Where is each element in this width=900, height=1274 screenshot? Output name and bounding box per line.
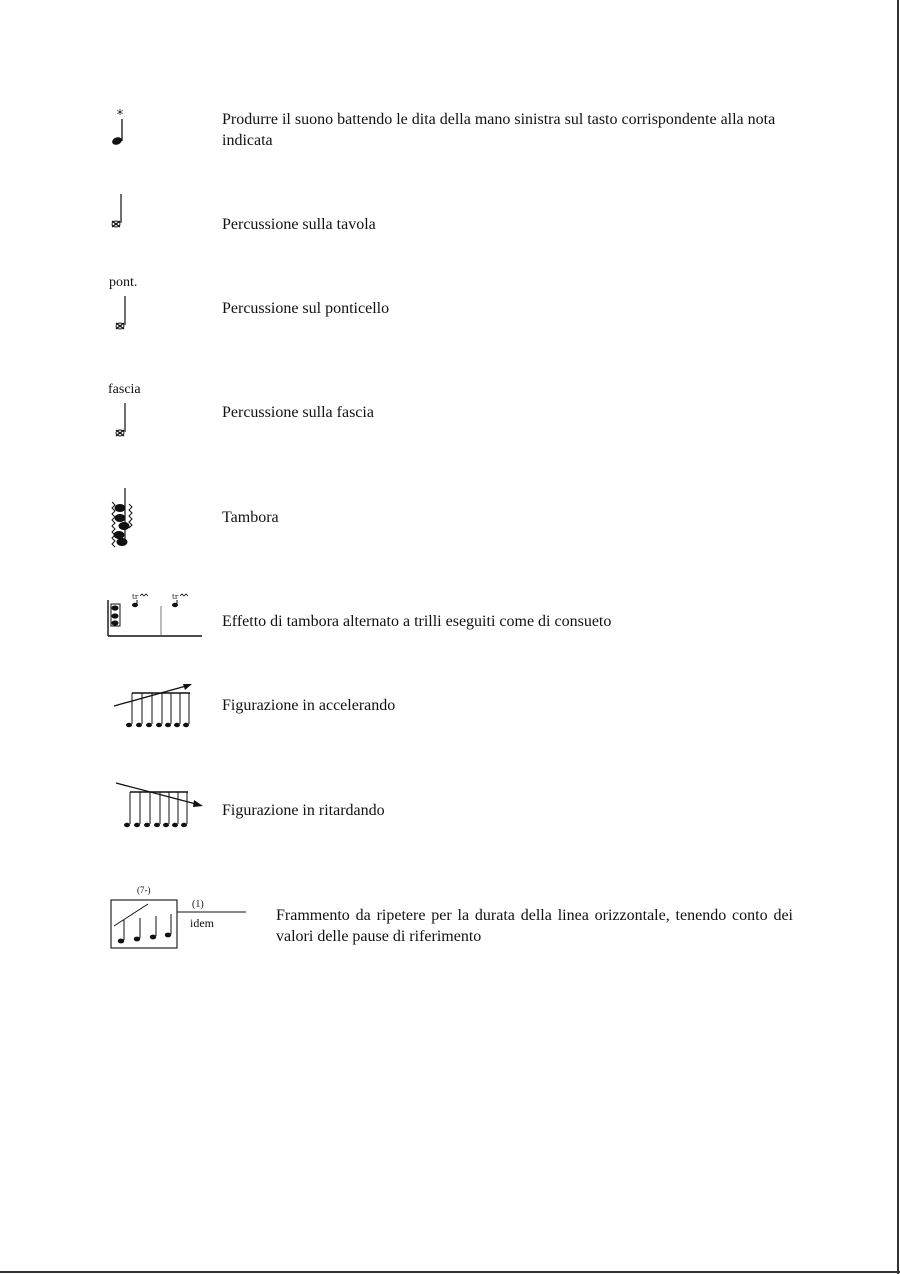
tambora-chord-symbol (108, 486, 134, 552)
legend-item-ritardando (0, 778, 900, 834)
legend-description: Produrre il suono battendo le dita della mano sinistra sul tasto corrispondente alla nota indicata (222, 111, 776, 149)
legend-item-tambora-trills (0, 590, 900, 642)
legend-item-repeat-fragment (0, 884, 900, 956)
legend-item-tambora (0, 486, 900, 552)
legend-description: Percussione sulla fascia (222, 404, 374, 421)
legend-item-accelerando (0, 678, 900, 734)
legend-item-bridge-percussion (0, 274, 900, 338)
tambora-trill-symbol (106, 590, 204, 642)
fascia-caption: fascia (108, 382, 141, 397)
fragment-top-caption: (7-) (137, 885, 151, 895)
pont-caption: pont. (109, 275, 138, 290)
rib-percussion-note-symbol (112, 401, 132, 441)
legend-description: Figurazione in accelerando (222, 697, 396, 714)
accelerando-figure-symbol (112, 678, 198, 734)
ritardando-figure-symbol (112, 778, 206, 834)
legend-description: Effetto di tambora alternato a trilli eseguiti come di consueto (222, 613, 612, 630)
legend-description: Percussione sul ponticello (222, 300, 390, 317)
tapped-note-symbol (110, 105, 130, 147)
fragment-idem-caption: idem (190, 916, 214, 930)
svg-text:*: * (116, 108, 124, 123)
page-edge-bottom (0, 1271, 900, 1273)
svg-text:tr: tr (172, 593, 179, 601)
svg-text:tr: tr (132, 593, 139, 601)
legend-item-rib-percussion (0, 381, 900, 445)
legend-item-tapping (0, 105, 900, 155)
legend-item-table-percussion (0, 192, 900, 232)
repeat-fragment-symbol (108, 896, 248, 952)
legend-description: Figurazione in ritardando (222, 802, 385, 819)
percussion-note-symbol (108, 192, 128, 232)
legend-description: Frammento da ripetere per la durata della linea orizzontale, tenendo conto dei valori delle pause di riferimento (276, 907, 793, 945)
legend-description: Percussione sulla tavola (222, 216, 376, 233)
bridge-percussion-note-symbol (112, 294, 132, 334)
fragment-marker-caption: (1) (192, 899, 204, 910)
legend-description: Tambora (222, 509, 279, 526)
